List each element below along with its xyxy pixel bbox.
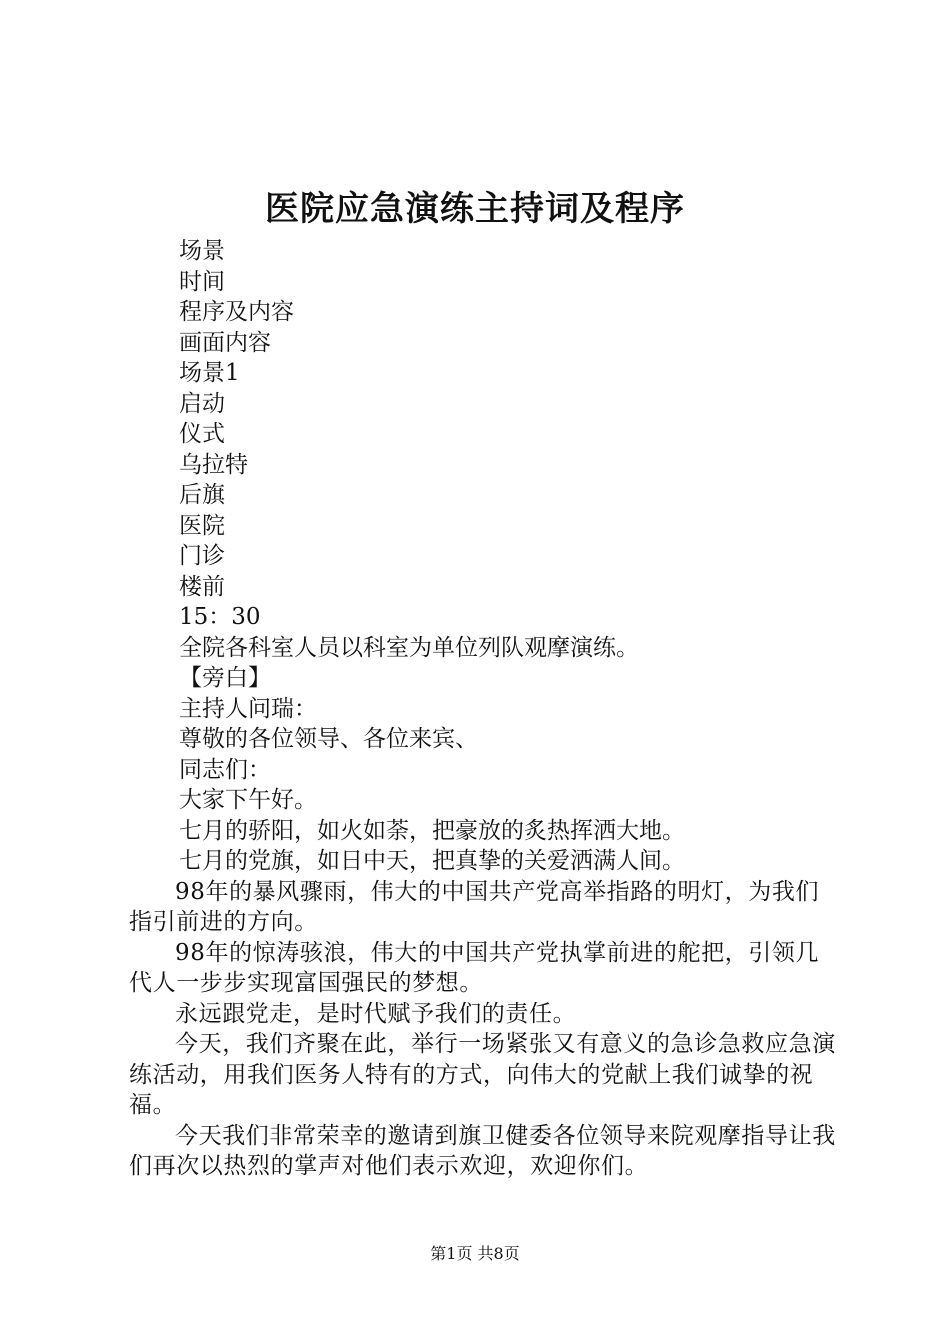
text-line: 画面内容 xyxy=(179,329,271,356)
text-line: 启动 xyxy=(179,390,225,417)
text-line: 全院各科室人员以科室为单位列队观摩演练。 xyxy=(179,634,639,661)
page-footer: 第1页 共8页 xyxy=(430,1244,520,1263)
text-line: 后旗 xyxy=(179,482,225,508)
text-line: 时间 xyxy=(179,268,225,295)
text-line: 场景1 xyxy=(179,360,240,386)
text-line: 【旁白】 xyxy=(179,665,271,691)
document-title: 医院应急演练主持词及程序 xyxy=(265,189,685,229)
text-line: 仪式 xyxy=(179,421,225,447)
text-line: 楼前 xyxy=(179,573,225,600)
text-line: 七月的骄阳，如火如荼，把豪放的炙热挥洒大地。 xyxy=(179,817,685,844)
paragraph: 98年的惊涛骇浪，伟大的中国共产党执掌前进的舵把，引领几代人一步步实现富国强民的梦想。 xyxy=(129,939,820,996)
text-line: 门诊 xyxy=(179,543,225,569)
text-line: 同志们： xyxy=(179,756,271,783)
document-body xyxy=(129,236,839,1182)
text-line: 七月的党旗，如日中天，把真挚的关爱洒满人间。 xyxy=(179,848,685,874)
paragraph: 98年的暴风骤雨，伟大的中国共产党高举指路的明灯，为我们指引前进的方向。 xyxy=(129,878,820,935)
text-line: 大家下午好。 xyxy=(179,787,317,813)
text-line: 场景 xyxy=(179,238,225,264)
paragraph: 今天，我们齐聚在此，举行一场紧张又有意义的急诊急救应急演练活动，用我们医务人特有的方式，向伟大的党献上我们诚挚的祝福。 xyxy=(129,1031,836,1118)
text-line: 乌拉特 xyxy=(179,451,248,478)
text-line: 尊敬的各位领导、各位来宾、 xyxy=(179,726,478,752)
text-line: 医院 xyxy=(179,512,225,539)
paragraph: 今天我们非常荣幸的邀请到旗卫健委各位领导来院观摩指导让我们再次以热烈的掌声对他们表示欢迎，欢迎你们。 xyxy=(129,1122,836,1179)
text-line: 主持人问瑞： xyxy=(179,695,317,722)
text-line: 程序及内容 xyxy=(179,299,294,325)
text-line: 15：30 xyxy=(179,604,261,630)
paragraph: 永远跟党走，是时代赋予我们的责任。 xyxy=(175,1000,577,1027)
